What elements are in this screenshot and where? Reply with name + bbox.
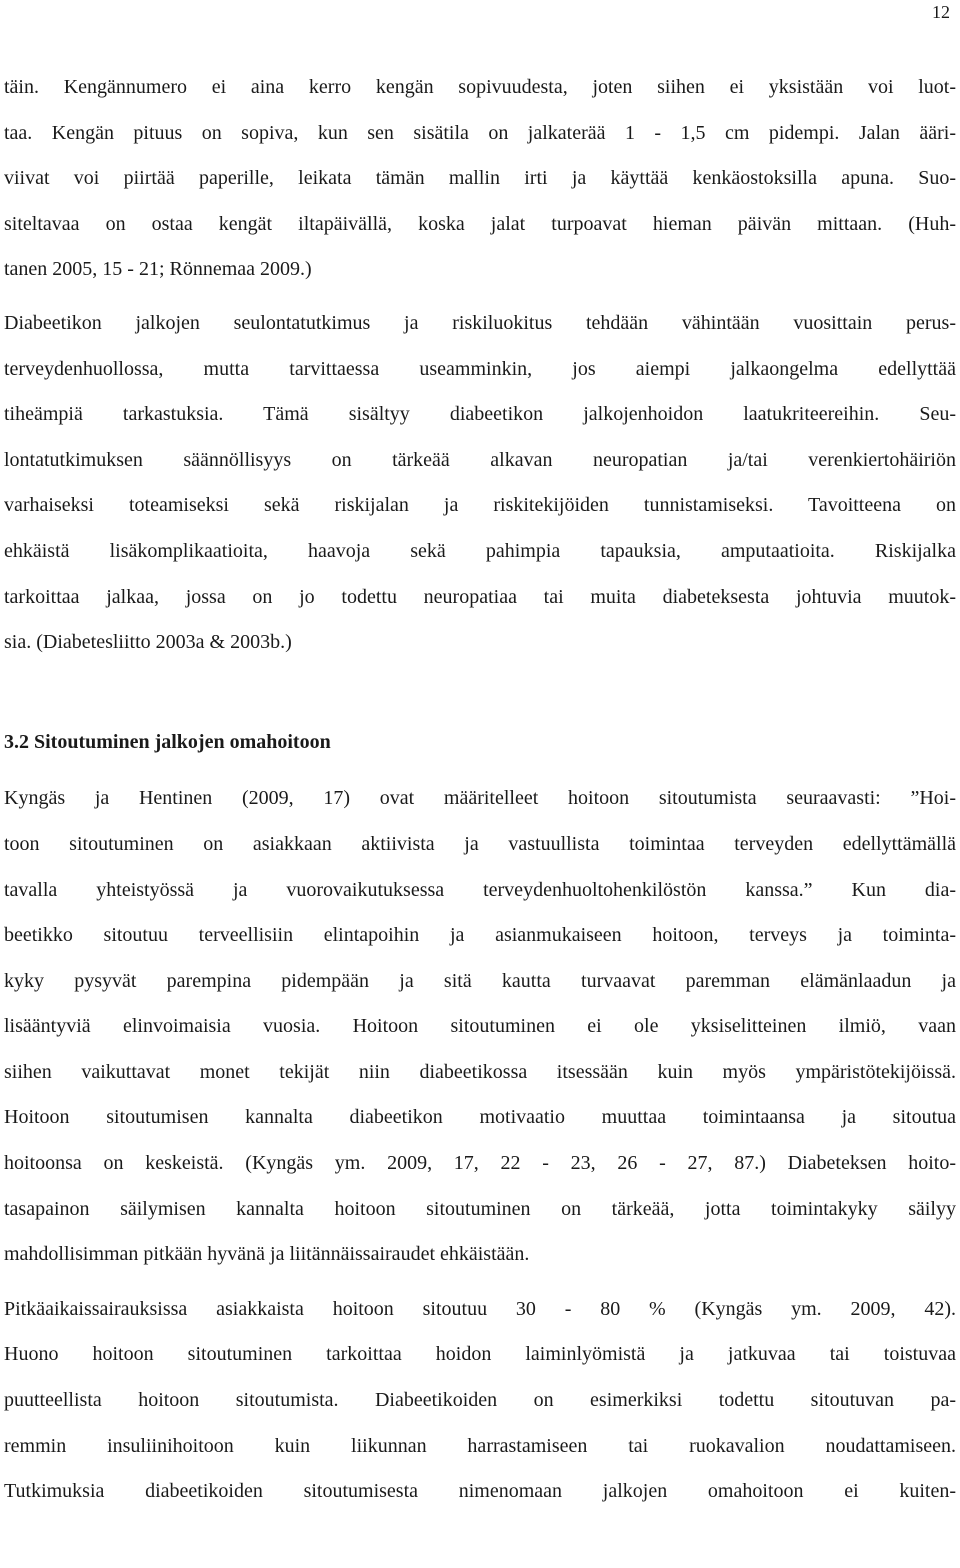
text-line: Huono hoitoon sitoutuminen tarkoittaa hoidon laiminlyömistä ja jatkuvaa tai toistuvaa [4, 1343, 956, 1366]
text-line: sia. (Diabetesliitto 2003a & 2003b.) [4, 631, 292, 654]
text-line: terveydenhuollossa, mutta tarvittaessa useamminkin, jos aiempi jalkaongelma edellyttää [4, 357, 956, 380]
text-line: kyky pysyvät parempina pidempään ja sitä kautta turvaavat paremman elämänlaadun ja [4, 969, 956, 992]
text-line: viivat voi piirtää paperille, leikata tämän mallin irti ja käyttää kenkäostoksilla apuna. Suo- [4, 167, 956, 190]
text-line: täin. Kengännumero ei aina kerro kengän sopivuudesta, joten siihen ei yksistään voi luot- [4, 76, 956, 98]
text-line: tanen 2005, 15 - 21; Rönnemaa 2009.) [4, 258, 312, 281]
text-line: varhaiseksi toteamiseksi sekä riskijalan ja riskitekijöiden tunnistamiseksi. Tavoitteena on [4, 494, 956, 517]
text-line: Pitkäaikaissairauksissa asiakkaista hoitoon sitoutuu 30 - 80 % (Kyngäs ym. 2009, 42). [4, 1297, 956, 1320]
text-line: lisääntyviä elinvoimaisia vuosia. Hoitoon sitoutuminen ei ole yksiselitteinen ilmiö, vaan [4, 1015, 956, 1038]
text-line: tarkoittaa jalkaa, jossa on jo todettu neuropatiaa tai muita diabeteksesta johtuvia muutok- [4, 585, 956, 608]
text-line: tiheämpiä tarkastuksia. Tämä sisältyy diabeetikon jalkojenhoidon laatukriteereihin. Seu- [4, 403, 956, 426]
text-line: remmin insuliinihoitoon kuin liikunnan harrastamiseen tai ruokavalion noudattamiseen. [4, 1434, 956, 1457]
paragraph-foot-screening [4, 301, 956, 666]
document-body [4, 65, 956, 1515]
text-line: Diabeetikon jalkojen seulontatutkimus ja riskiluokitus tehdään vähintään vuosittain perus- [4, 311, 956, 334]
text-line: beetikko sitoutuu terveellisiin elintapoihin ja asianmukaiseen hoitoon, terveys ja toiminta- [4, 924, 956, 947]
text-line: hoitoonsa on keskeistä. (Kyngäs ym. 2009, 17, 22 - 23, 26 - 27, 87.) Diabeteksen hoito- [4, 1152, 956, 1175]
text-line: mahdollisimman pitkään hyvänä ja liitännäissairaudet ehkäistään. [4, 1243, 530, 1266]
paragraph-shoe-fitting [4, 65, 956, 293]
text-line: toon sitoutuminen on asiakkaan aktiivista ja vastuullista toimintaa terveyden edellyttämällä [4, 832, 956, 855]
text-line: Kyngäs ja Hentinen (2009, 17) ovat määritelleet hoitoon sitoutumista seuraavasti: ”Hoi- [4, 787, 956, 810]
text-line: lontatutkimuksen säännöllisyys on tärkeää alkavan neuropatian ja/tai verenkiertohäiriön [4, 448, 956, 471]
text-line: siihen vaikuttavat monet tekijät niin diabeetikossa itsessään kuin myös ympäristötekijöissä. [4, 1060, 956, 1083]
text-line: ehkäistä lisäkomplikaatioita, haavoja sekä pahimpia tapauksia, amputaatioita. Riskijalka [4, 539, 956, 562]
text-line: tasapainon säilymisen kannalta hoitoon sitoutuminen on tärkeää, jotta toimintakyky säilyy [4, 1197, 956, 1220]
text-line: Hoitoon sitoutumisen kannalta diabeetikon motivaatio muuttaa toimintaansa ja sitoutua [4, 1106, 956, 1129]
text-line: taa. Kengän pituus on sopiva, kun sen sisätila on jalkaterää 1 - 1,5 cm pidempi. Jalan ääri- [4, 121, 956, 144]
paragraph-commitment-definition [4, 776, 956, 1278]
text-line: puutteellista hoitoon sitoutumista. Diabeetikoiden on esimerkiksi todettu sitoutuvan pa- [4, 1389, 956, 1412]
section-heading: 3.2 Sitoutuminen jalkojen omahoitoon [4, 730, 331, 753]
text-line: siteltavaa on ostaa kengät iltapäivällä, koska jalat turpoavat hieman päivän mittaan. (Huh- [4, 212, 956, 235]
text-line: Tutkimuksia diabeetikoiden sitoutumisesta nimenomaan jalkojen omahoitoon ei kuiten- [4, 1480, 956, 1503]
page-number: 12 [932, 2, 950, 22]
paragraph-commitment-statistics [4, 1287, 956, 1515]
text-line: tavalla yhteistyössä ja vuorovaikutuksessa terveydenhuoltohenkilöstön kanssa.” Kun dia- [4, 878, 956, 901]
